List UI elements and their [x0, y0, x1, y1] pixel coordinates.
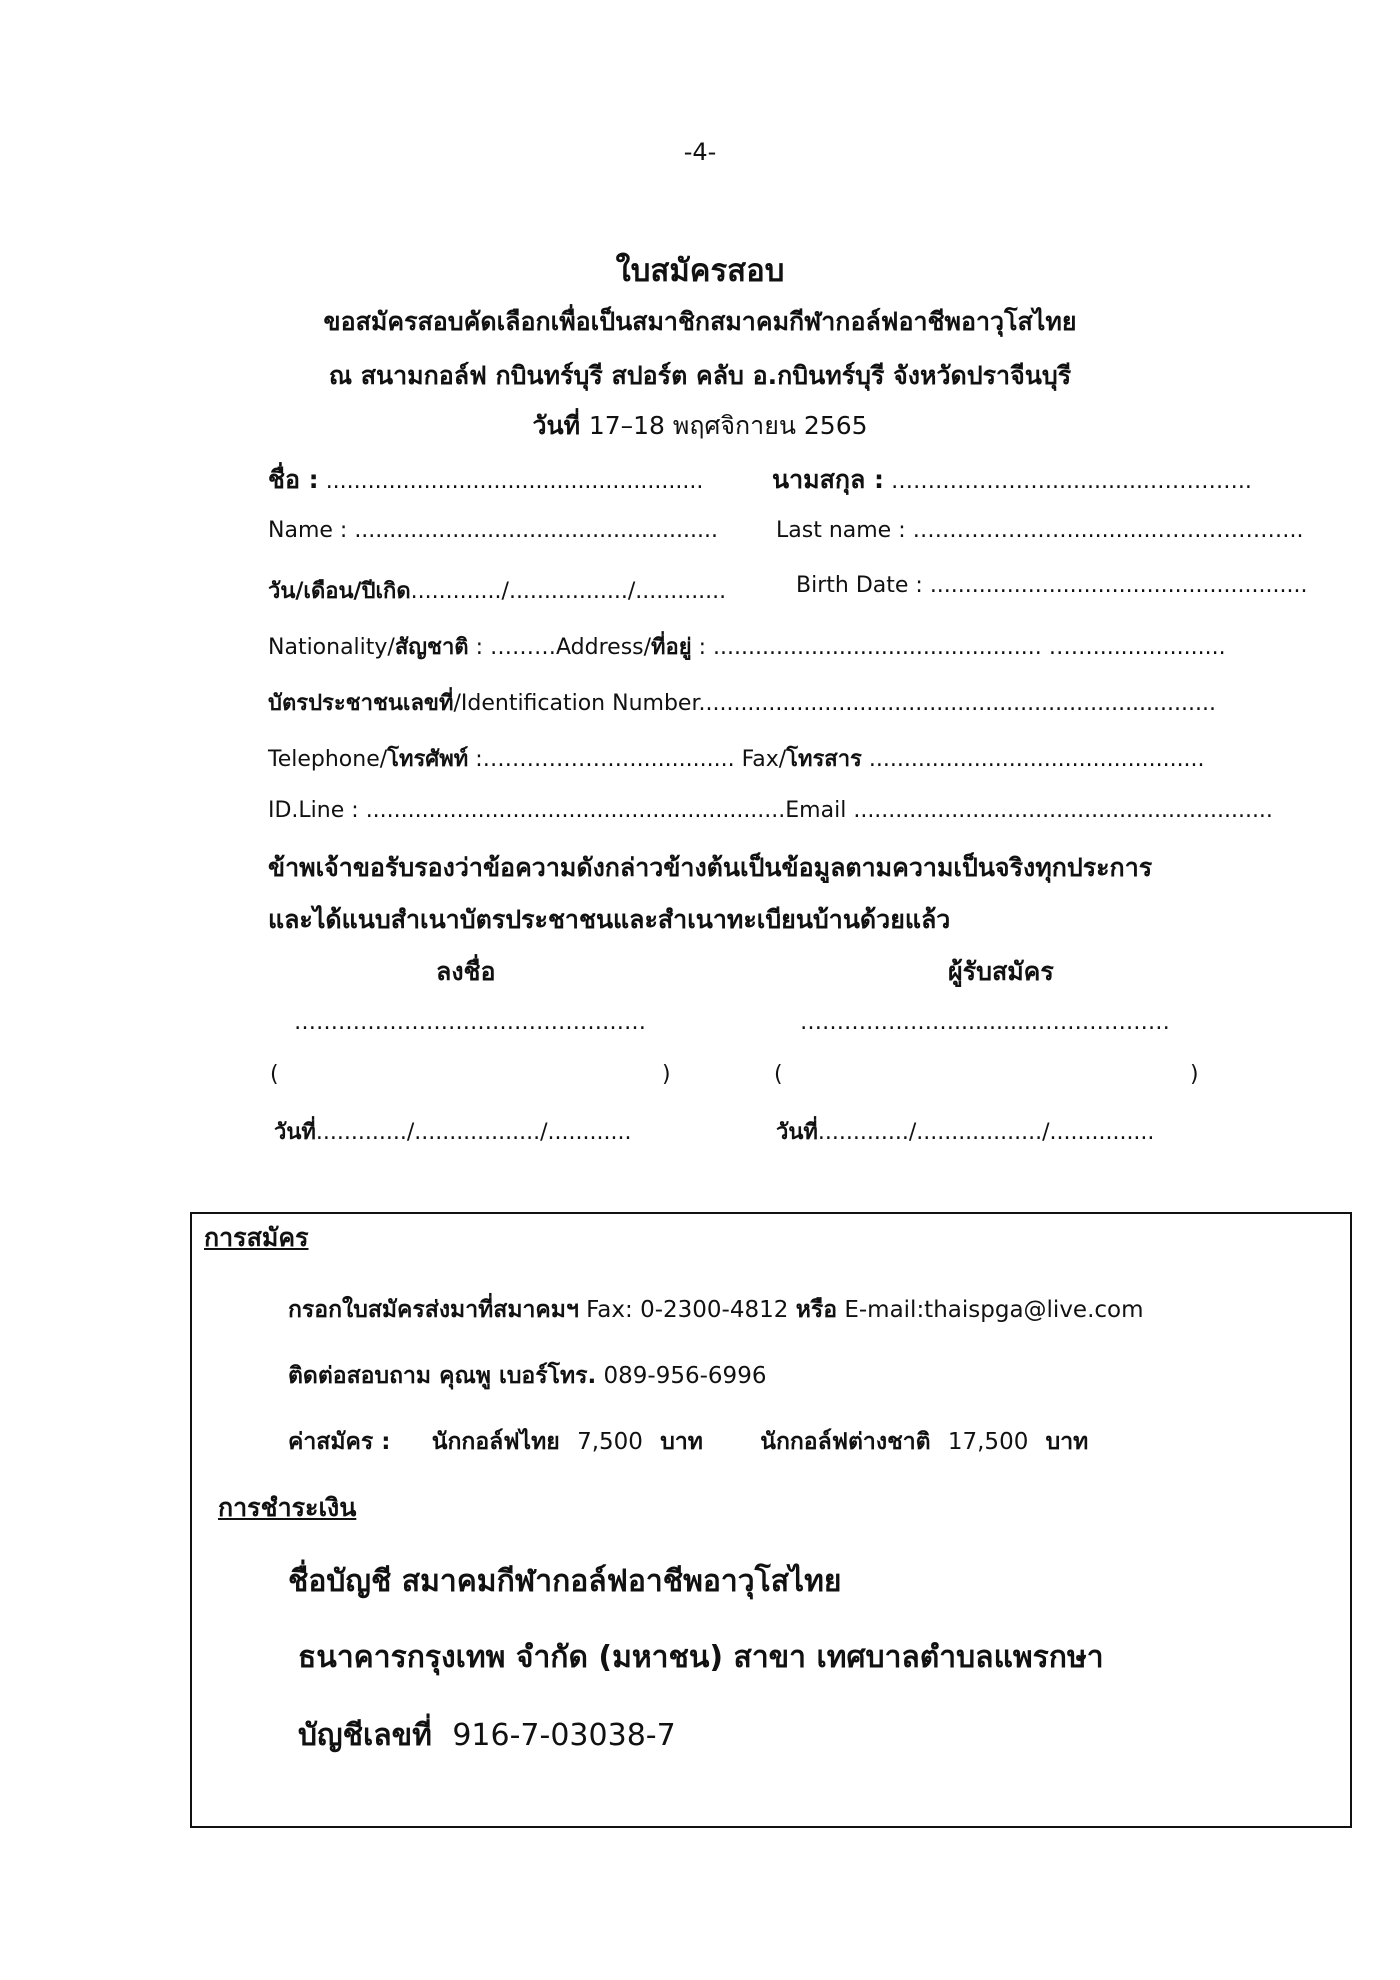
fax-thai-label: โทรสาร	[786, 747, 862, 772]
receiver-signature-line[interactable]: …………………............………………	[800, 1010, 1170, 1035]
english-lastname-fill: ………………….............………………..	[912, 518, 1304, 543]
receiver-date-fill: ............./................../...............	[817, 1120, 1155, 1145]
applicant-name-open-paren: (	[270, 1062, 279, 1087]
application-fees	[288, 1424, 1088, 1460]
page-number: -4-	[683, 138, 717, 166]
thai-surname-fill: …………………...............…………..	[891, 469, 1252, 494]
nationality-label: Nationality/	[268, 635, 395, 660]
email-label: Email	[785, 798, 847, 823]
email-fill: ............................................................	[853, 798, 1273, 823]
thai-name-field[interactable]	[268, 460, 703, 500]
thai-birthdate-field[interactable]	[268, 573, 726, 608]
applicant-date-field[interactable]	[274, 1114, 631, 1149]
english-name-field[interactable]	[268, 518, 718, 543]
form-subtitle-venue: ณ สนามกอล์ฟ กบินทร์บุรี สปอร์ต คลับ อ.กบินทร์บุรี จังหวัดปราจีนบุรี	[328, 361, 1072, 390]
english-birthdate-fill: ......................................................	[929, 573, 1308, 598]
id-english-label: /Identification Number	[453, 691, 699, 716]
telephone-thai-label: โทรศัพท์	[387, 747, 469, 772]
line-id-fill: ............................................................	[365, 798, 786, 823]
contact-info	[288, 1358, 766, 1394]
telephone-label: Telephone/	[268, 747, 388, 772]
telephone-fill: :…………………..............	[468, 747, 735, 772]
fee-foreign-amount: 17,500	[947, 1429, 1029, 1455]
application-heading: การสมัคร	[204, 1223, 309, 1252]
thai-name-fill: ......................................................	[325, 469, 704, 494]
fee-label: ค่าสมัคร :	[288, 1429, 391, 1455]
fax-label: Fax/	[741, 747, 787, 772]
id-thai-label: บัตรประชาชนเลขที่	[268, 691, 454, 716]
application-info-box	[190, 1212, 1352, 1828]
contact-phone-number: 089-956-6996	[596, 1363, 767, 1389]
form-subtitle-date	[0, 406, 1400, 446]
receiver-date-label: วันที่	[776, 1120, 818, 1145]
fee-thai-amount: 7,500	[577, 1429, 643, 1455]
nationality-thai-label: สัญชาติ	[394, 635, 469, 660]
address-thai-label: ที่อยู่	[651, 635, 692, 660]
receiver-name-open-paren: (	[774, 1062, 783, 1087]
english-name-label: Name :	[268, 518, 348, 543]
account-name: ชื่อบัญชี สมาคมกีฬากอล์ฟอาชีพอาวุโสไทย	[288, 1564, 842, 1599]
form-subtitle-exam: ขอสมัครสอบคัดเลือกเพื่อเป็นสมาชิกสมาคมกีฬากอล์ฟอาชีพอาวุโสไทย	[323, 307, 1077, 336]
fax-fill: ................................................	[861, 747, 1205, 772]
applicant-date-label: วันที่	[274, 1120, 316, 1145]
thai-surname-label: นามสกุล :	[772, 465, 885, 494]
send-fax-number: Fax: 0-2300-4812	[578, 1297, 796, 1323]
payment-heading: การชำระเงิน	[218, 1493, 357, 1522]
english-birthdate-label: Birth Date :	[796, 573, 923, 598]
declaration-line-1: ข้าพเจ้าขอรับรองว่าข้อความดังกล่าวข้างต้นเป็นข้อมูลตามความเป็นจริงทุกประการ	[268, 853, 1153, 882]
bank-name: ธนาคารกรุงเทพ จำกัด (มหาชน) สาขา เทศบาลตำบลแพรกษา	[298, 1640, 1104, 1675]
english-lastname-label: Last name :	[776, 518, 906, 543]
date-value: 17–18 พฤศจิกายน 2565	[588, 411, 868, 440]
address-fill: : ............................................... ……...................	[691, 635, 1226, 660]
applicant-signature-line[interactable]: …………………………………………	[294, 1010, 646, 1035]
thai-name-label: ชื่อ :	[268, 465, 319, 494]
id-number-field[interactable]	[268, 685, 1216, 720]
thai-birthdate-fill: ............./................./.............	[410, 579, 727, 604]
english-lastname-field[interactable]	[776, 518, 1304, 543]
line-email-field[interactable]	[268, 798, 1273, 823]
applicant-signature-label: ลงชื่อ	[436, 957, 496, 986]
fee-thai-currency: บาท	[660, 1429, 703, 1455]
send-or-label: หรือ	[795, 1297, 838, 1323]
applicant-name-close-paren: )	[662, 1062, 671, 1087]
account-number-line	[298, 1712, 676, 1759]
fee-thai-label: นักกอล์ฟไทย	[431, 1429, 560, 1455]
send-email-address: E-mail:thaispga@live.com	[837, 1297, 1144, 1323]
application-send-instructions	[288, 1292, 1144, 1328]
english-birthdate-field[interactable]	[796, 573, 1307, 598]
nationality-fill: : ………	[468, 635, 556, 660]
date-label: วันที่	[532, 411, 581, 440]
fee-foreign-label: นักกอล์ฟต่างชาติ	[760, 1429, 931, 1455]
receiver-date-field[interactable]	[776, 1114, 1154, 1149]
account-number-label: บัญชีเลขที่	[298, 1718, 432, 1753]
receiver-signature-label: ผู้รับสมัคร	[948, 957, 1054, 986]
nationality-address-field[interactable]	[268, 629, 1226, 664]
declaration-line-2: และได้แนบสำเนาบัตรประชาชนและสำเนาทะเบียนบ้านด้วยแล้ว	[268, 905, 951, 934]
line-id-label: ID.Line :	[268, 798, 359, 823]
telephone-fax-field[interactable]	[268, 741, 1205, 776]
english-name-fill: ....................................................	[354, 518, 718, 543]
contact-text-thai: ติดต่อสอบถาม คุณพู เบอร์โทร.	[288, 1363, 597, 1389]
receiver-name-close-paren: )	[1190, 1062, 1199, 1087]
thai-surname-field[interactable]	[772, 460, 1252, 500]
send-text-thai: กรอกใบสมัครส่งมาที่สมาคมฯ	[288, 1297, 579, 1323]
id-fill: ..........................................................................	[698, 691, 1216, 716]
address-label: Address/	[556, 635, 652, 660]
applicant-date-fill: ............./................../............	[315, 1120, 632, 1145]
account-number: 916-7-03038-7	[452, 1718, 676, 1753]
thai-birthdate-label: วัน/เดือน/ปีเกิด	[268, 579, 411, 604]
fee-foreign-currency: บาท	[1045, 1429, 1089, 1455]
form-title: ใบสมัครสอบ	[615, 253, 785, 289]
